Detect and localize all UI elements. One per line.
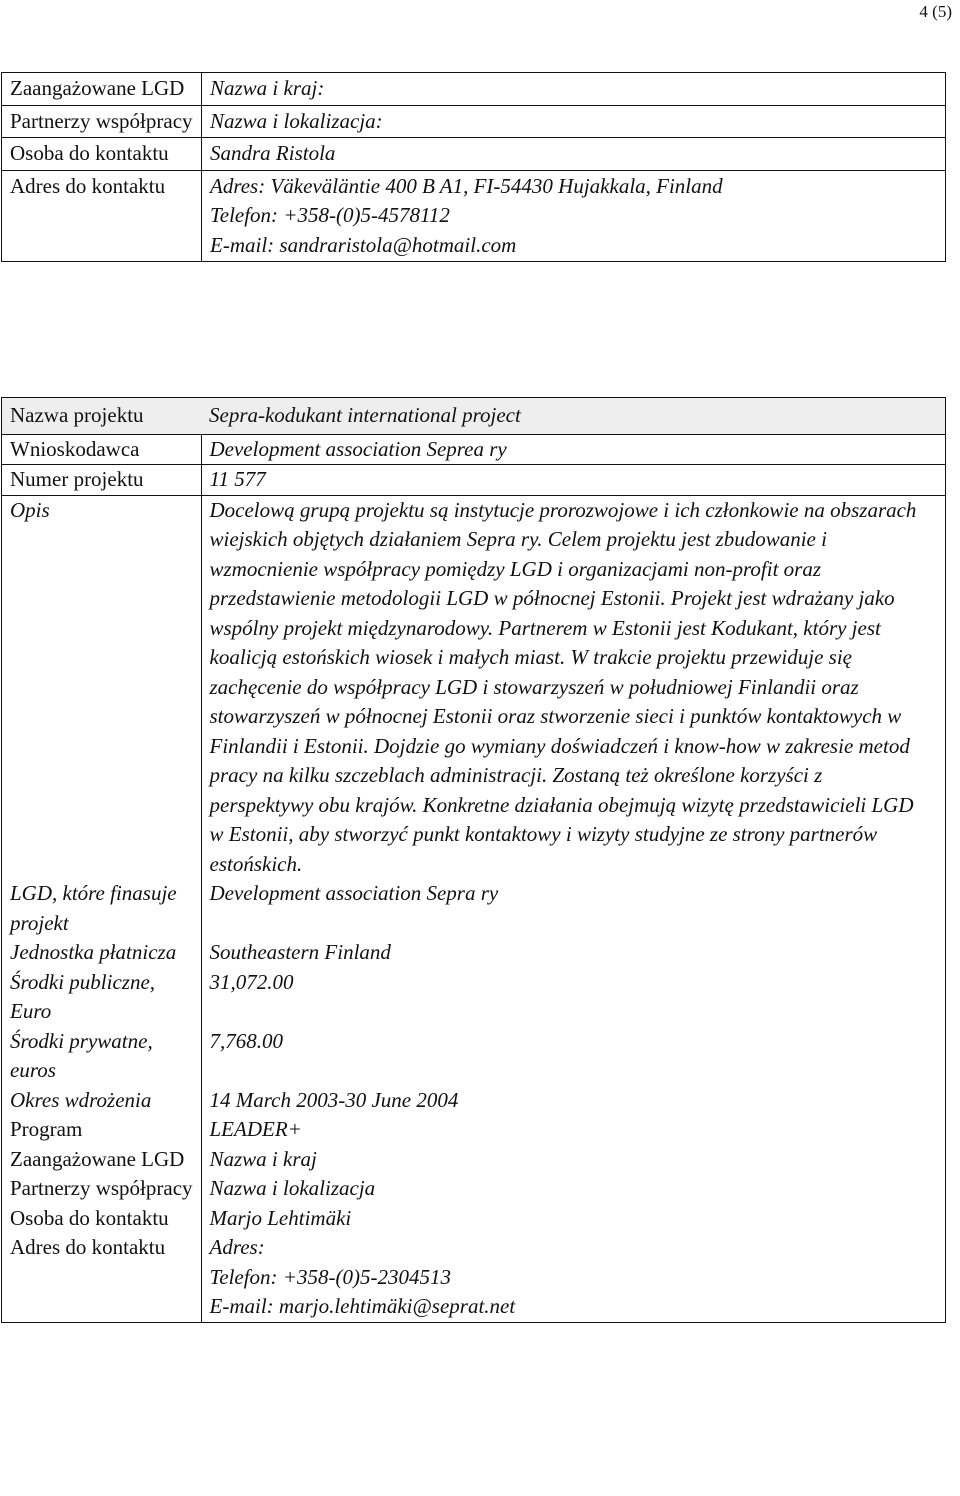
table-row xyxy=(2,170,946,262)
funding-lgd-label: LGD, które finasuje projekt xyxy=(2,879,202,938)
phone-label-2: Telefon: xyxy=(209,1264,278,1289)
private-funds-label: Środki prywatne, euros xyxy=(2,1027,202,1086)
public-funds-label: Środki publiczne, Euro xyxy=(2,968,202,1027)
lgd-label: Zaangażowane LGD xyxy=(2,73,202,106)
table-row xyxy=(2,1204,946,1234)
partners-value-2: Nazwa i lokalizacja xyxy=(201,1174,946,1204)
contact-address-value-2 xyxy=(201,1233,946,1322)
project-table xyxy=(1,397,946,1323)
lgd-value xyxy=(202,73,946,106)
table-row xyxy=(2,968,946,1027)
contact-table xyxy=(1,72,946,262)
partners-label-2: Partnerzy współpracy xyxy=(2,1174,202,1204)
contact-address-label: Adres do kontaktu xyxy=(2,170,202,262)
table-row xyxy=(2,1027,946,1086)
contact-person-label-2: Osoba do kontaktu xyxy=(2,1204,202,1234)
contact-person-value: Sandra Ristola xyxy=(202,138,946,171)
paying-unit-label: Jednostka płatnicza xyxy=(2,938,202,968)
table-row xyxy=(2,1086,946,1116)
table-row xyxy=(2,879,946,938)
partners-label: Partnerzy współpracy xyxy=(2,105,202,138)
lgd-name-country-label: Nazwa i kraj: xyxy=(210,76,325,100)
table-row xyxy=(2,1174,946,1204)
table-row xyxy=(2,465,946,496)
table-row xyxy=(2,73,946,106)
address-label-2: Adres: xyxy=(209,1235,265,1259)
phone-label: Telefon: xyxy=(210,203,279,227)
project-name-value: Sepra-kodukant international project xyxy=(201,398,946,435)
project-name-label: Nazwa projektu xyxy=(2,398,202,435)
program-value: LEADER+ xyxy=(201,1115,946,1145)
private-funds-value: 7,768.00 xyxy=(201,1027,946,1086)
public-funds-value: 31,072.00 xyxy=(201,968,946,1027)
contact-person-label: Osoba do kontaktu xyxy=(2,138,202,171)
email-label-2: E-mail: xyxy=(209,1294,274,1318)
description-label: Opis xyxy=(2,495,202,879)
table-row xyxy=(2,495,946,879)
period-value: 14 March 2003-30 June 2004 xyxy=(201,1086,946,1116)
address-label: Adres: xyxy=(210,173,266,198)
project-number-value: 11 577 xyxy=(201,465,946,496)
applicant-value: Development association Seprea ry xyxy=(201,434,946,465)
phone-value-2: +358-(0)5-2304513 xyxy=(282,1264,451,1289)
email-label: E-mail: xyxy=(210,232,275,257)
table-row xyxy=(2,398,946,435)
email-value-2: marjo.lehtimäki@seprat.net xyxy=(278,1294,516,1318)
applicant-label: Wnioskodawca xyxy=(2,434,202,465)
period-label: Okres wdrożenia xyxy=(2,1086,202,1116)
project-number-label: Numer projektu xyxy=(2,465,202,496)
program-label: Program xyxy=(2,1115,202,1145)
partners-value xyxy=(202,105,946,138)
address-value: Väkeväläntie 400 B A1, FI-54430 Hujakkala, Finland xyxy=(270,173,723,198)
involved-lgd-value: Nazwa i kraj xyxy=(201,1145,946,1175)
table-row xyxy=(2,105,946,138)
table-row xyxy=(2,434,946,465)
table-row xyxy=(2,938,946,968)
involved-lgd-label: Zaangażowane LGD xyxy=(2,1145,202,1175)
partners-name-location-label: Nazwa i lokalizacja: xyxy=(210,108,383,133)
funding-lgd-value: Development association Sepra ry xyxy=(201,879,946,938)
contact-address-value xyxy=(202,170,946,262)
description-text: Docelową grupą projektu są instytucje prorozwojowe i ich członkowie na obszarach wiejskich objętych działaniem Sepra ry. Celem projektu jest zbudowanie i wzmocnienie współpracy pomiędzy LGD i organizacjami non-profit oraz przedstawienie metodologii LGD w północnej Estonii. Projekt jest wdrażany jako wspólny projekt międzynarodowy. Partnerem w Estonii jest Kodukant, który jest koalicją estońskich wiosek i małych miast. W trakcie projektu przewiduje się zachęcenie do współpracy LGD i stowarzyszeń w południowej Finlandii oraz stowarzyszeń w północnej Estonii oraz stworzenie sieci i punktów kontaktowych w Finlandii i Estonii. Dojdzie go wymiany doświadczeń i know-how w zakresie metod pracy na kilku szczeblach administracji. Zostaną też określone korzyści z perspektywy obu krajów. Konkretne działania obejmują wizytę przedstawicieli LGD w Estonii, aby stworzyć punkt kontaktowy i wizyty studyjne ze strony partnerów estońskich. xyxy=(201,495,946,879)
contact-person-value-2: Marjo Lehtimäki xyxy=(201,1204,946,1234)
table-row xyxy=(2,1145,946,1175)
phone-value: +358-(0)5-4578112 xyxy=(283,203,450,227)
page-number: 4 (5) xyxy=(919,2,952,21)
contact-address-label-2: Adres do kontaktu xyxy=(2,1233,202,1322)
table-row xyxy=(2,1115,946,1145)
paying-unit-value: Southeastern Finland xyxy=(201,938,946,968)
table-row xyxy=(2,138,946,171)
table-row xyxy=(2,1233,946,1322)
email-value: sandraristola@hotmail.com xyxy=(279,232,517,257)
